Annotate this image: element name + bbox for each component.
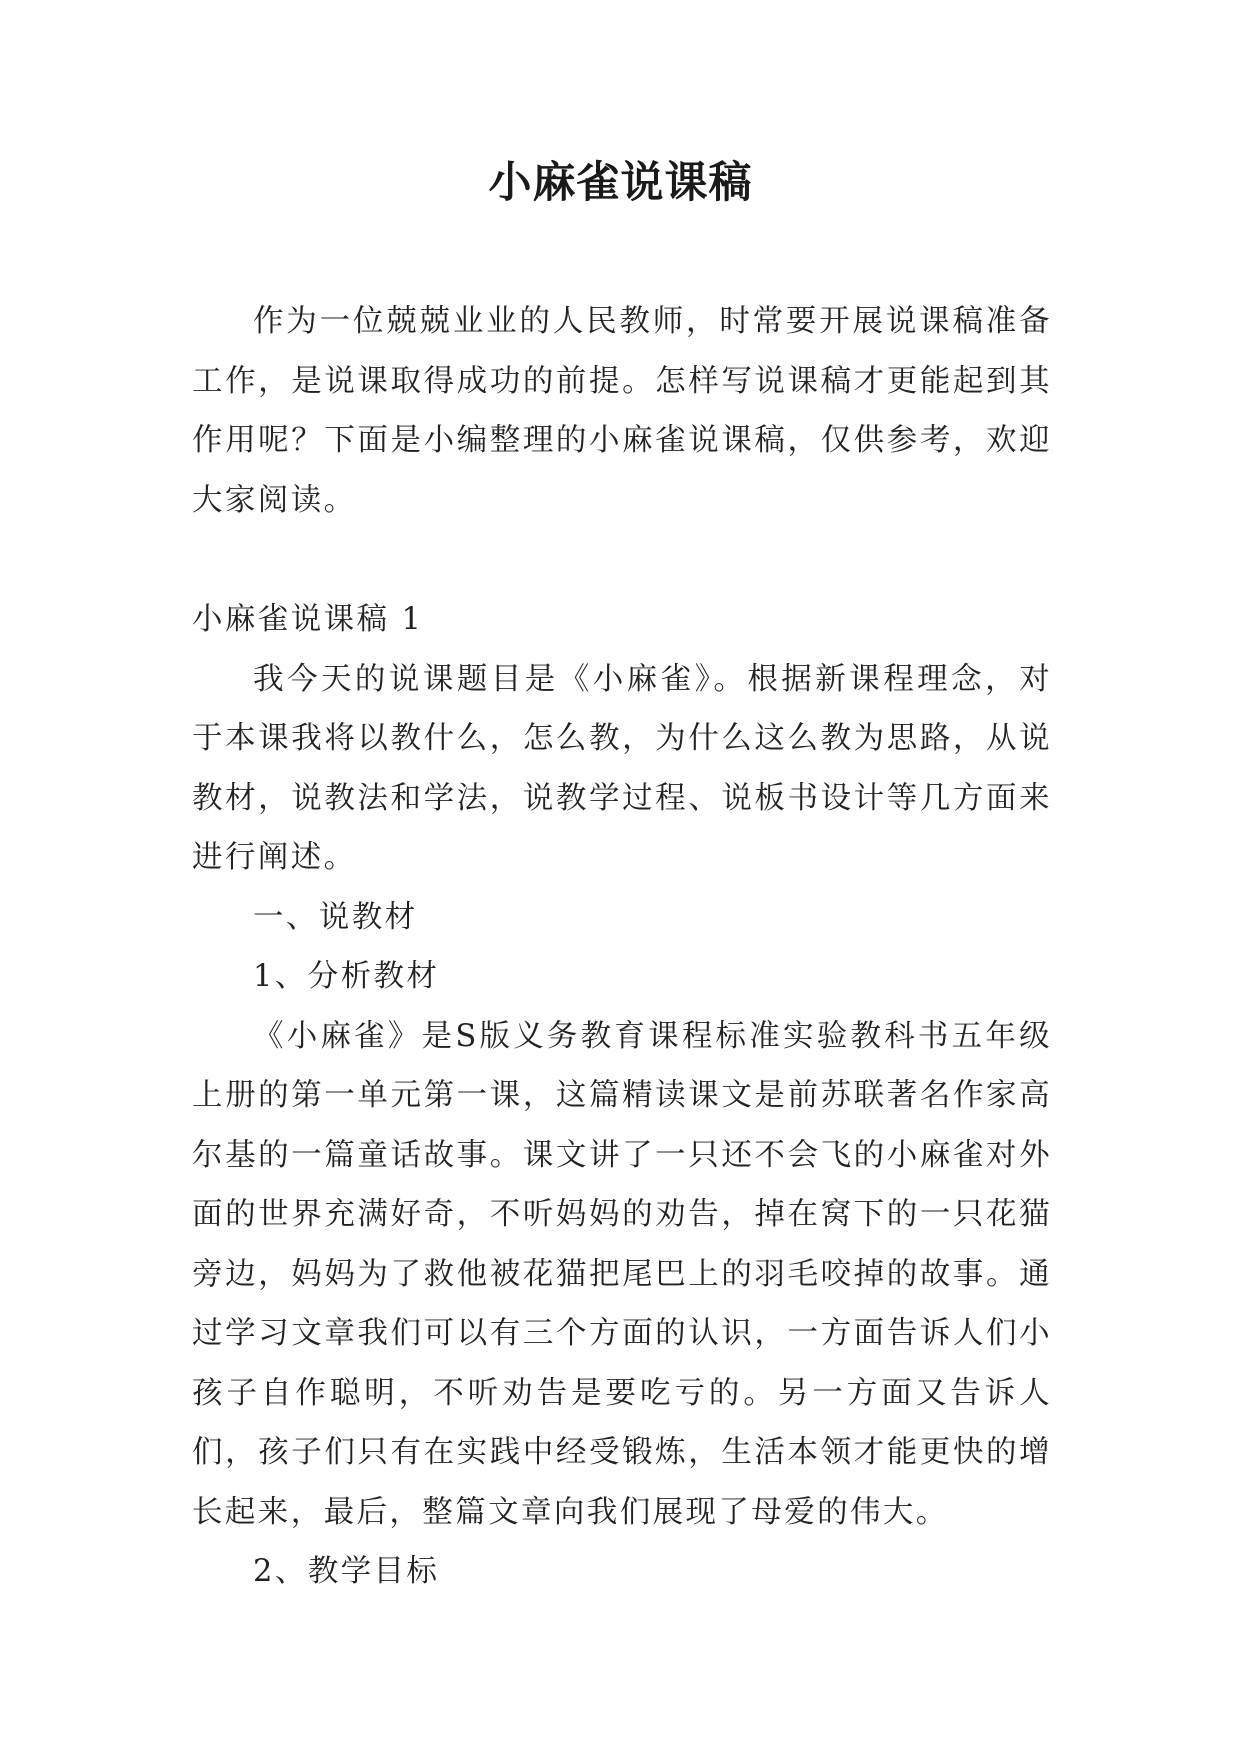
paragraph-intro-topic: 我今天的说课题目是《小麻雀》。根据新课程理念，对于本课我将以教什么，怎么教，为什么这么教为思路，从说教材，说教法和学法，说教学过程、说板书设计等几方面来进行阐述。 [192, 661, 1052, 875]
intro-paragraph: 作为一位兢兢业业的人民教师，时常要开展说课稿准备工作，是说课取得成功的前提。怎样写说课稿才更能起到其作用呢？下面是小编整理的小麻雀说课稿，仅供参考，欢迎大家阅读。 [192, 304, 1052, 518]
heading-goals: 2、教学目标 [253, 1554, 440, 1589]
document-body [192, 292, 1052, 1602]
document-title: 小麻雀说课稿 [488, 158, 753, 208]
heading-analysis: 1、分析教材 [253, 959, 440, 994]
paragraph-analysis: 《小麻雀》是S版义务教育课程标准实验教科书五年级上册的第一单元第一课，这篇精读课文是前苏联著名作家高尔基的一篇童话故事。课文讲了一只还不会飞的小麻雀对外面的世界充满好奇，不听妈妈的劝告，掉在窝下的一只花猫旁边，妈妈为了救他被花猫把尾巴上的羽毛咬掉的故事。通过学习文章我们可以有三个方面的认识，一方面告诉人们小孩子自作聪明，不听劝告是要吃亏的。另一方面又告诉人们，孩子们只有在实践中经受锻炼，生活本领才能更快的增长起来，最后，整篇文章向我们展现了母爱的伟大。 [192, 1018, 1052, 1530]
section-title: 小麻雀说课稿 1 [192, 602, 424, 637]
heading-textbook: 一、说教材 [253, 899, 418, 935]
